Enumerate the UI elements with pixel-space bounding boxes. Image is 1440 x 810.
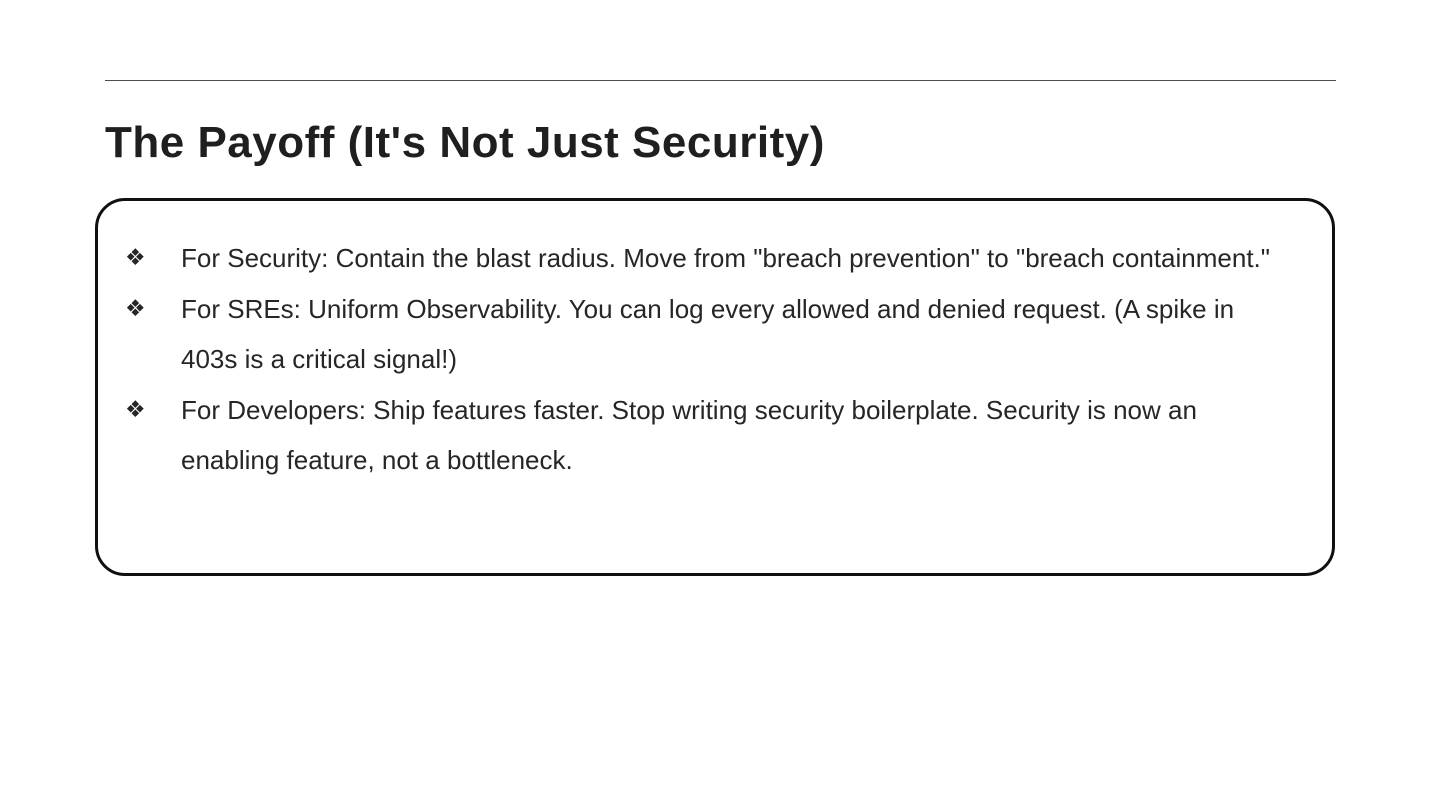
payoff-callout-box <box>95 198 1335 576</box>
diamond-bullet-icon: ❖ <box>125 245 146 271</box>
bullet-item-sres <box>98 284 1332 385</box>
bullet-text-security: For Security: Contain the blast radius. Move from "breach prevention" to "breach containment." <box>181 243 1271 273</box>
slide-title: The Payoff (It's Not Just Security) <box>105 118 825 167</box>
bullet-text-developers: For Developers: Ship features faster. Stop writing security boilerplate. Security is now an enabling feature, not a bottleneck. <box>181 394 1197 475</box>
bullet-text-sres: For SREs: Uniform Observability. You can log every allowed and denied request. (A spike in 403s is a critical signal!) <box>181 293 1235 374</box>
bullet-list <box>98 201 1332 486</box>
bullet-item-developers <box>98 385 1332 486</box>
diamond-bullet-icon: ❖ <box>125 295 146 322</box>
diamond-bullet-icon: ❖ <box>125 396 146 423</box>
bullet-item-security <box>98 233 1332 284</box>
title-divider-rule <box>105 80 1336 81</box>
